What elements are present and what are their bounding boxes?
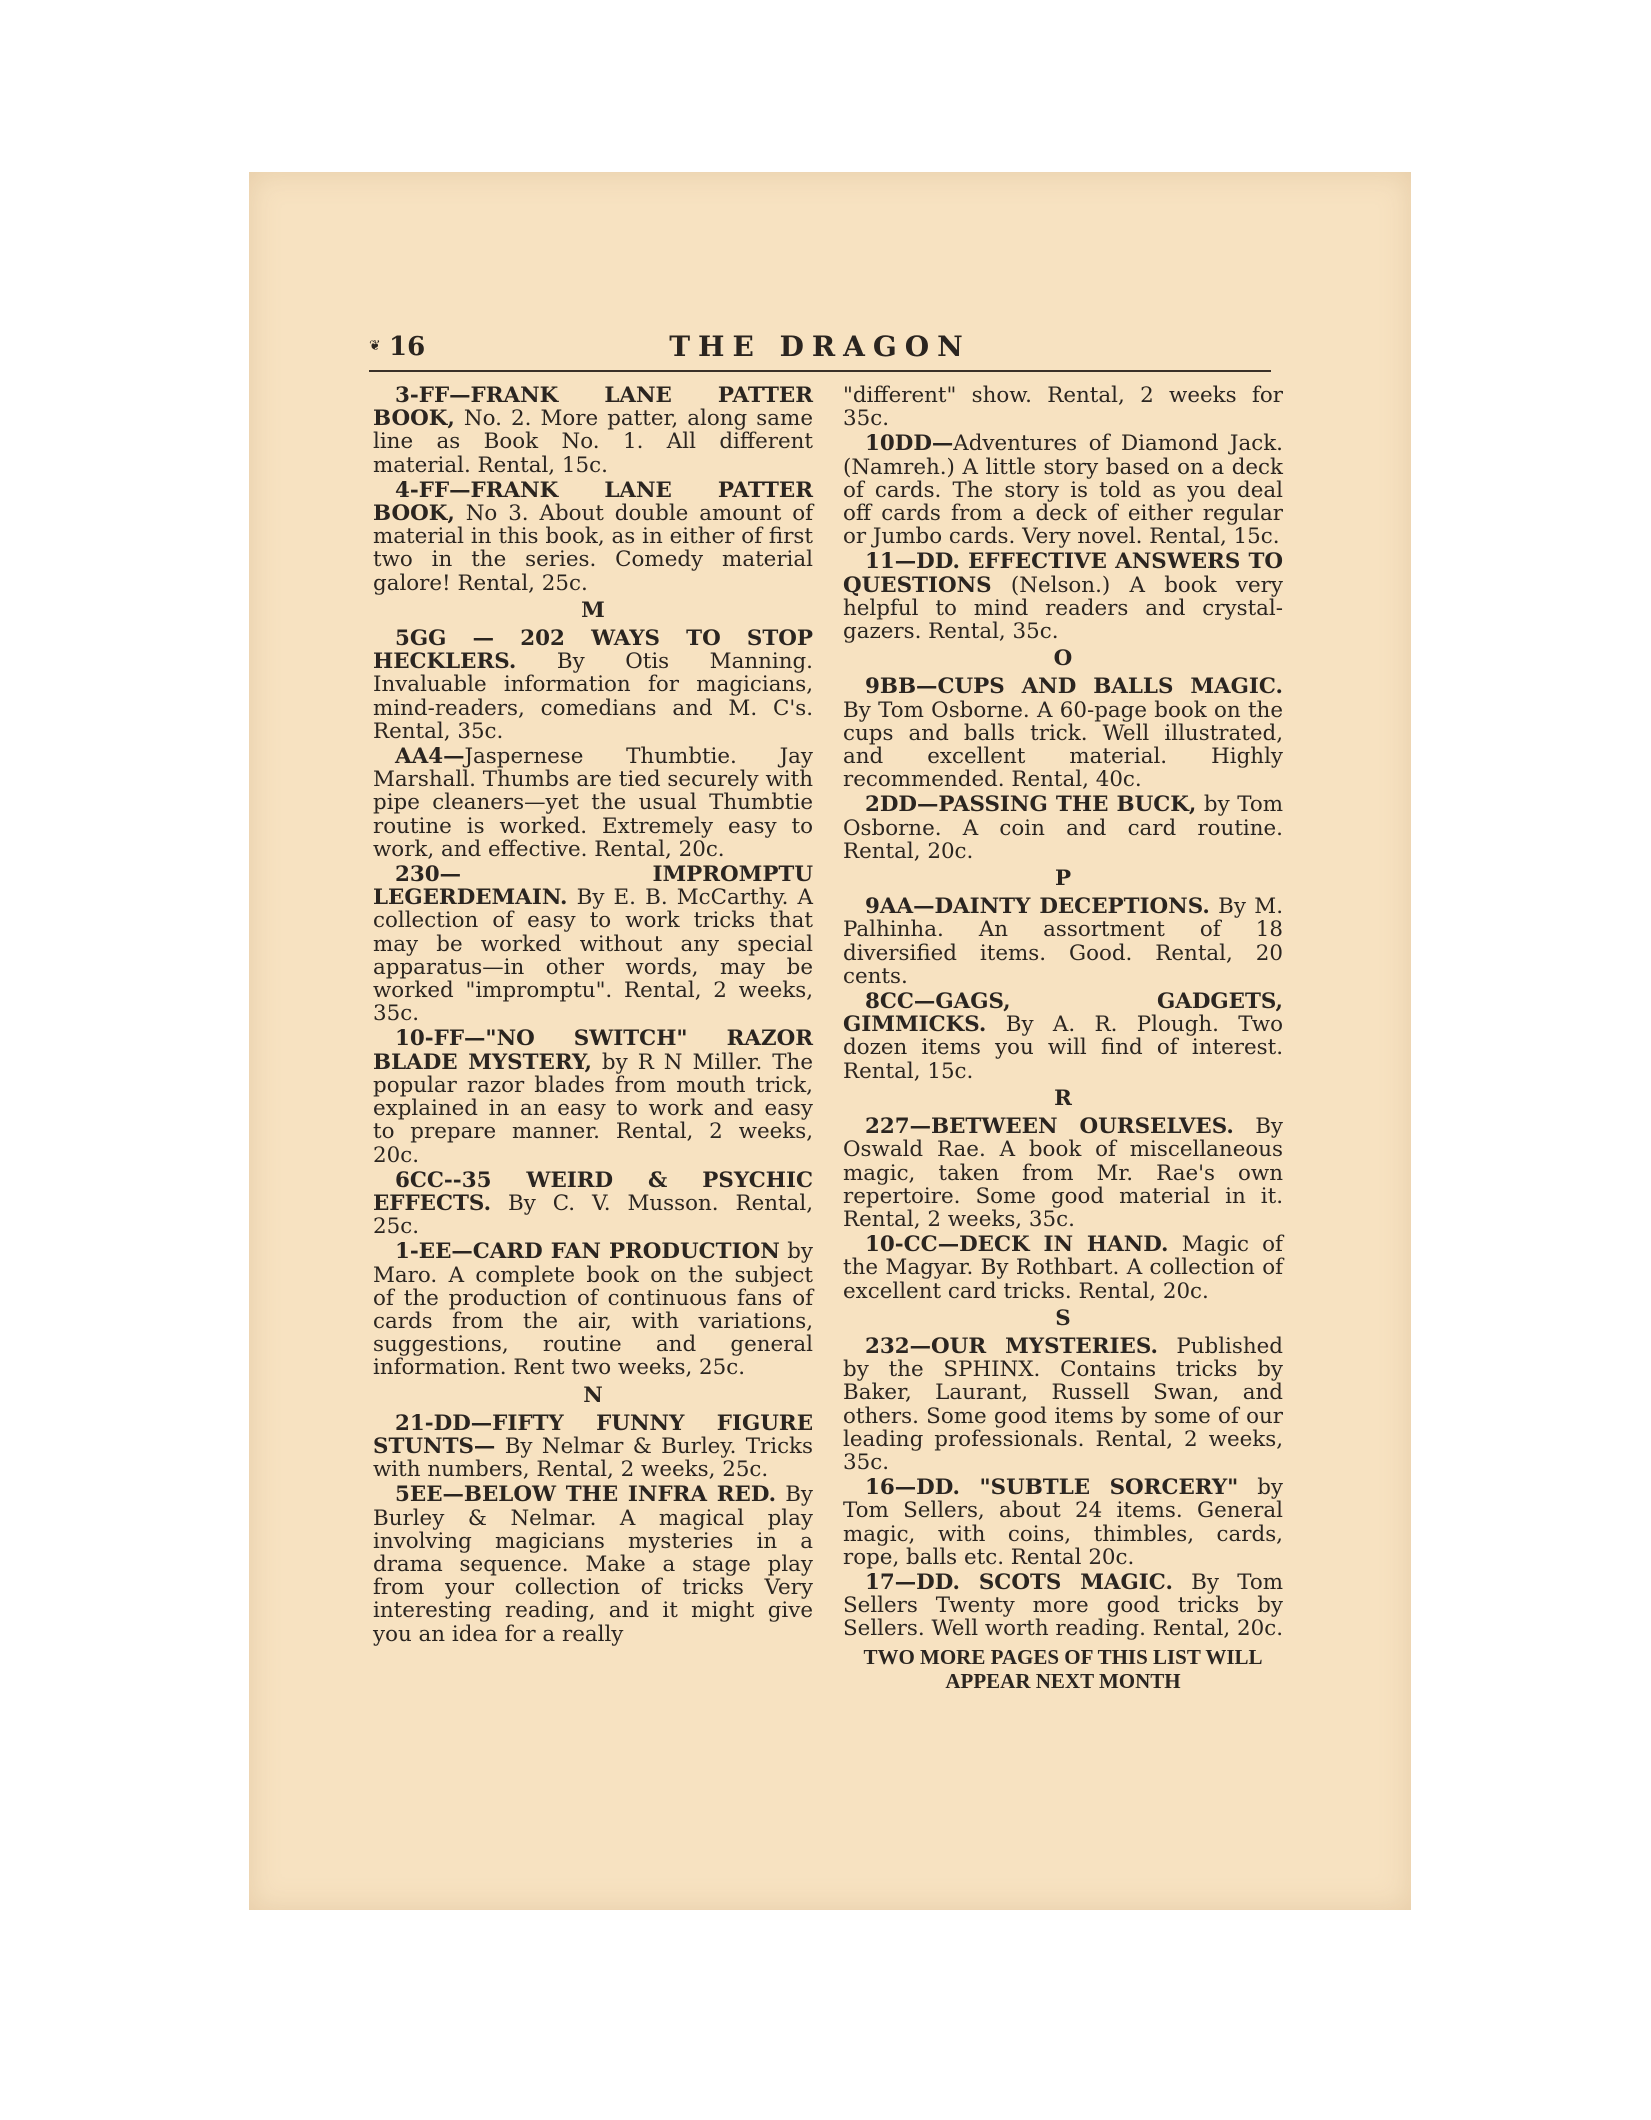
item-code: 10-FF— — [395, 1026, 486, 1052]
item-title: "SUBTLE SORCERY" — [979, 1475, 1239, 1501]
list-item — [843, 1115, 1283, 1231]
item-description: by Tom Sellers, about 24 items. General magic, with coins, thimbles, cards, rope, balls etc. Rental 20c. — [843, 1475, 1283, 1570]
item-description: Jaspernese Thumbtie. Jay Marshall. Thumbs are tied securely with pipe cleaners—yet the usual Thumbtie routine is worked. Extremely easy to work, and effective. Rental, 20c. — [373, 744, 813, 862]
item-title: OUR MYSTERIES. — [931, 1333, 1158, 1359]
section-letter: O — [1053, 646, 1073, 672]
section-letter: R — [1054, 1085, 1072, 1111]
list-item — [373, 1483, 813, 1645]
item-description: By E. B. McCarthy. A collection of easy to work tricks that may be worked without any special apparatus—in other words, may be worked "impromptu". Rental, 2 weeks, 35c. — [373, 885, 813, 1027]
item-code: 17—DD. — [865, 1569, 979, 1595]
item-description: No 3. About double amount of material in this book, as in either of first two in the series. Comedy material galore! Rental, 25c. — [373, 501, 813, 596]
item-code: 227— — [865, 1114, 932, 1140]
continuation-notice: TWO MORE PAGES OF THIS LIST WILL APPEAR NEXT MONTH — [863, 1644, 1263, 1693]
item-title: GAGS, GADGETS, GIMMICKS. — [843, 989, 1283, 1038]
item-title: 202 WAYS TO STOP HECKLERS. — [373, 626, 813, 675]
magazine-title: THE DRAGON — [669, 330, 971, 363]
item-code: 5EE— — [395, 1482, 464, 1508]
item-code: 3-FF— — [395, 383, 471, 408]
page-header — [369, 330, 1271, 372]
item-code: 9AA— — [865, 894, 935, 920]
list-item — [843, 432, 1283, 548]
item-description: By Otis Manning. Invaluable information for magicians, mind-readers, comedians and M. C's. Rental, 35c. — [373, 649, 813, 744]
list-item — [843, 1476, 1283, 1569]
item-description: No. 2. More patter, along same line as Book No. 1. All different material. Rental, 15c. — [373, 406, 813, 478]
item-code: 2DD— — [865, 792, 939, 818]
item-title: FIFTY FUNNY FIGURE STUNTS— — [373, 1410, 813, 1459]
item-title: "NO SWITCH" RAZOR BLADE MYSTERY, — [373, 1026, 813, 1075]
list-item — [843, 1233, 1283, 1303]
item-code: 21-DD— — [395, 1410, 493, 1436]
list-item — [843, 895, 1283, 988]
item-title: IMPROMPTU LEGERDEMAIN. — [373, 862, 813, 911]
item-description: By C. V. Musson. Rental, 25c. — [373, 1190, 813, 1240]
item-description: Adventures of Diamond Jack. (Namreh.) A little story based on a deck of cards. The story is told as you deal off cards from a deck of either regular or Jumbo cards. Very novel. Rental, 15c. — [843, 431, 1283, 550]
list-item — [373, 627, 813, 743]
item-code: 10-CC— — [865, 1232, 960, 1258]
section-letter: S — [1055, 1305, 1071, 1331]
item-code: 9BB— — [865, 674, 938, 700]
item-title: DECK IN HAND. — [959, 1232, 1169, 1258]
item-title: BETWEEN OURSELVES. — [931, 1114, 1234, 1140]
item-code: 230— — [395, 862, 653, 888]
list-item — [373, 1412, 813, 1482]
item-code: 4-FF— — [395, 477, 471, 503]
item-description: Magic of the Magyar. By Rothbart. A collection of excellent card tricks. Rental, 20c. — [843, 1232, 1283, 1304]
item-description: By Oswald Rae. A book of miscellaneous magic, taken from Mr. Rae's own repertoire. Some good material in it. Rental, 2 weeks, 35c. — [843, 1114, 1283, 1232]
item-title: DAINTY DECEPTIONS. — [934, 894, 1210, 920]
item-code: 16—DD. — [865, 1475, 980, 1501]
right-column — [843, 384, 1283, 1693]
list-item — [843, 384, 1283, 430]
item-code: 232— — [865, 1333, 932, 1359]
item-code: 11—DD. — [865, 549, 969, 575]
item-description: "different" show. Rental, 2 weeks for 35c. — [843, 383, 1283, 432]
item-description: Published by the SPHINX. Contains tricks by Baker, Laurant, Russell Swan, and others. Some good items by some of our leading professionals. Rental, 2 weeks, 35c. — [843, 1333, 1283, 1475]
item-title: BELOW THE INFRA RED. — [463, 1482, 777, 1508]
item-title: PASSING THE BUCK, — [938, 792, 1197, 818]
section-letter: M — [581, 597, 605, 623]
item-code: 10DD— — [865, 431, 954, 457]
item-description: By Nelmar & Burley. Tricks with numbers, Rental, 2 weeks, 25c. — [373, 1433, 813, 1483]
item-description: by Maro. A complete book on the subject of the production of continuous fans of cards from the air, with variations, suggestions, routine and general information. Rent two weeks, 25c. — [373, 1239, 813, 1381]
section-letter: N — [583, 1382, 603, 1408]
list-item — [843, 1335, 1283, 1474]
magazine-page — [249, 172, 1411, 1910]
item-code: 8CC— — [865, 989, 936, 1015]
bullet-mark-icon: ❦ — [369, 338, 381, 354]
item-description: by R N Miller. The popular razor blades from mouth trick, explained in an easy to work and easy to prepare manner. Rental, 2 weeks, 20c. — [373, 1049, 813, 1168]
page-number: 16 — [389, 332, 426, 362]
item-title: SCOTS MAGIC. — [978, 1569, 1173, 1595]
item-title: WEIRD & PSYCHIC EFFECTS. — [373, 1167, 814, 1216]
item-code: 1-EE— — [395, 1239, 473, 1265]
item-description: by Tom Osborne. A coin and card routine. Rental, 20c. — [843, 792, 1283, 864]
item-title: FRANK LANE PATTER BOOK, — [373, 477, 813, 527]
list-item — [373, 1240, 813, 1379]
item-description: By Tom Osborne. A 60-page book on the cups and balls trick. Well illustrated, and excellent material. Highly recommended. Rental, 40c. — [843, 697, 1283, 793]
list-item — [373, 384, 813, 477]
list-item — [843, 793, 1283, 863]
item-title: CUPS AND BALLS MAGIC. — [937, 674, 1283, 700]
list-item — [843, 990, 1283, 1083]
left-column — [373, 384, 813, 1648]
list-item — [373, 1027, 813, 1166]
item-code: AA4— — [395, 744, 465, 770]
item-code: 6CC--35 — [395, 1167, 527, 1193]
item-description: By M. Palhinha. An assortment of 18 diversified items. Good. Rental, 20 cents. — [843, 894, 1283, 989]
item-description: By A. R. Plough. Two dozen items you will find of interest. Rental, 15c. — [843, 1012, 1283, 1084]
item-description: By Tom Sellers Twenty more good tricks by Sellers. Well worth reading. Rental, 20c. — [843, 1569, 1283, 1642]
item-code: 5GG — — [395, 626, 521, 652]
item-title: EFFECTIVE ANSWERS TO QUESTIONS — [843, 549, 1283, 598]
list-item — [843, 675, 1283, 791]
item-description: By Burley & Nelmar. A magical play involving magicians mysteries in a drama sequence. Make a stage play from your collection of tricks Very interesting reading, and it might give you an idea for a really — [373, 1482, 813, 1647]
list-item — [373, 745, 813, 861]
list-item — [843, 1571, 1283, 1641]
list-item — [373, 1169, 813, 1239]
item-title: FRANK LANE PATTER BOOK, — [373, 383, 813, 432]
list-item — [843, 550, 1283, 643]
item-description: (Nelson.) A book very helpful to mind readers and crystal-gazers. Rental, 35c. — [843, 572, 1283, 645]
item-title: CARD FAN PRODUCTION — [472, 1239, 780, 1265]
list-item — [373, 479, 813, 595]
section-letter: P — [1054, 866, 1072, 892]
list-item — [373, 863, 813, 1025]
